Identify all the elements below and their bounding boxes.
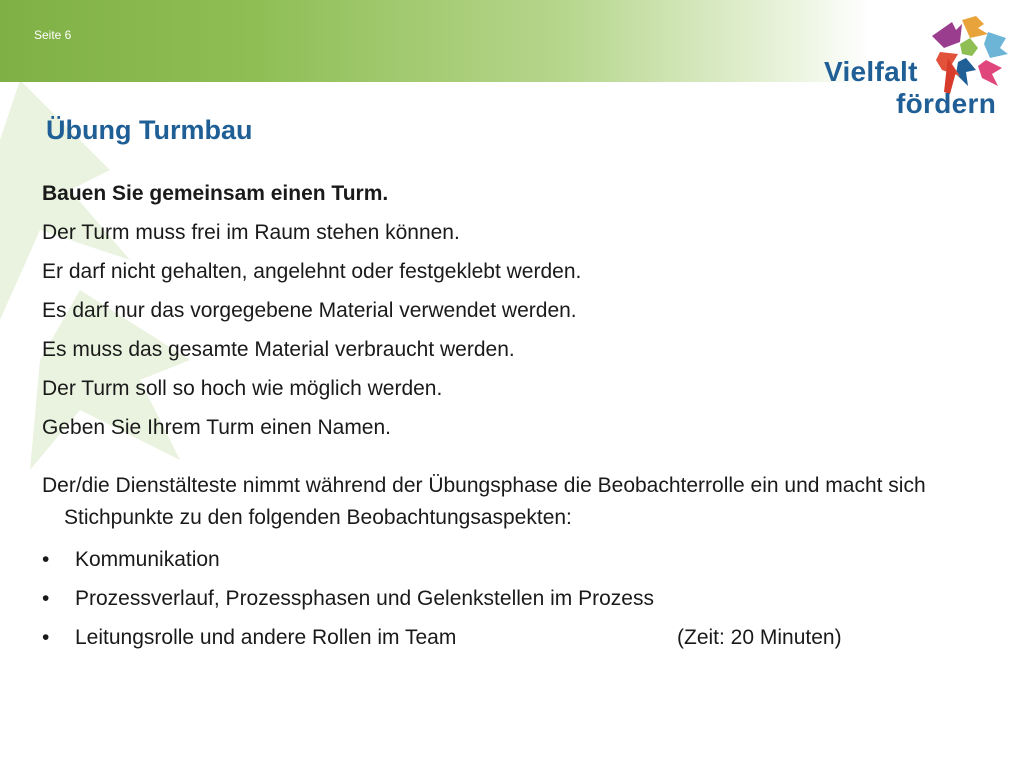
rule-1: Bauen Sie gemeinsam einen Turm. (42, 182, 389, 205)
observer-paragraph: Der/die Dienstälteste nimmt während der Übungsphase die Beobachterrolle ein und macht sich Stichpunkte zu den folgenden Beobachtungsaspekten: (42, 474, 926, 529)
vielfalt-foerdern-logo (818, 14, 1008, 120)
rule-7: Geben Sie Ihrem Turm einen Namen. (42, 416, 392, 439)
list-item (42, 618, 972, 657)
aspect-list (42, 540, 972, 657)
rule-4: Es darf nur das vorgegebene Material verwendet werden. (42, 299, 577, 322)
list-item (42, 579, 972, 618)
rule-3: Er darf nicht gehalten, angelehnt oder festgeklebt werden. (42, 260, 582, 283)
aspect-label: Kommunikation (75, 548, 220, 571)
page-number: Seite 6 (34, 28, 72, 42)
bullet-icon: • (42, 587, 50, 610)
time-note: (Zeit: 20 Minuten) (677, 626, 842, 649)
slide-title: Übung Turmbau (46, 115, 253, 145)
bullet-icon: • (42, 626, 50, 649)
rule-6: Der Turm soll so hoch wie möglich werden. (42, 377, 443, 400)
bullet-icon: • (42, 548, 50, 571)
rule-5: Es muss das gesamte Material verbraucht werden. (42, 338, 515, 361)
list-item (42, 540, 972, 579)
rule-2: Der Turm muss frei im Raum stehen können. (42, 221, 460, 244)
logo-text-line1: Vielfalt (824, 56, 918, 87)
aspect-label: Prozessverlauf, Prozessphasen und Gelenkstellen im Prozess (75, 587, 654, 610)
hands-logo-icon (926, 14, 1010, 94)
logo-text-line2: fördern (896, 88, 997, 119)
aspect-label: Leitungsrolle und andere Rollen im Team (75, 626, 457, 649)
slide-content (42, 174, 972, 657)
